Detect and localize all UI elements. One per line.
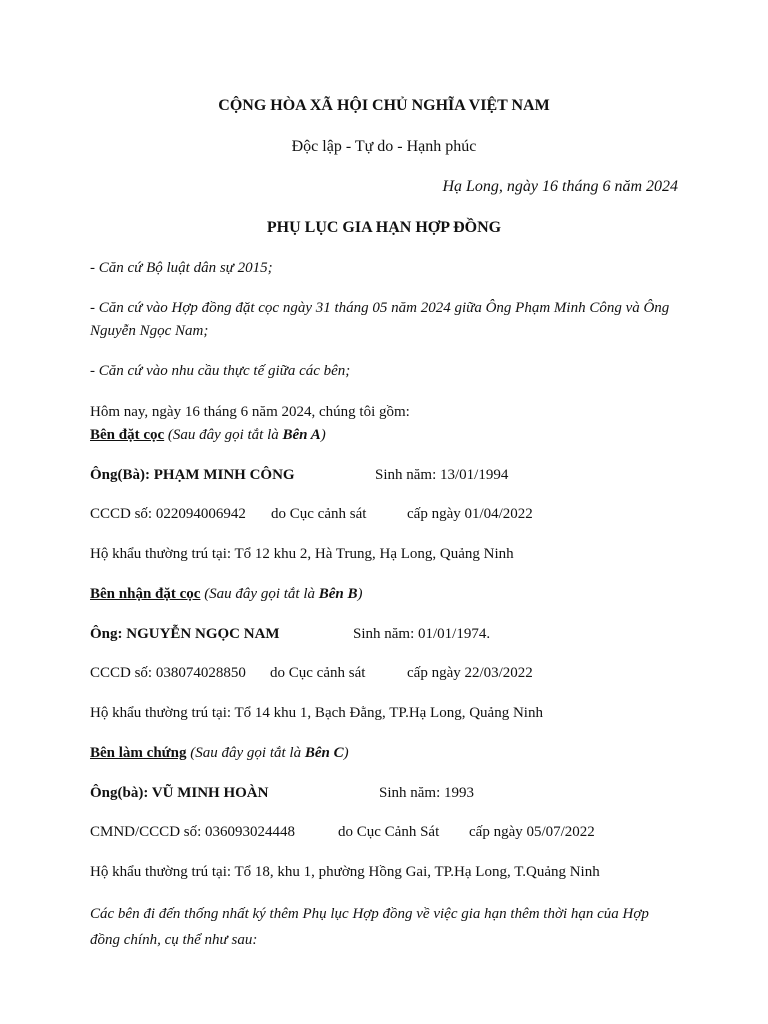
party-a-heading <box>90 424 326 446</box>
party-b-birth: Sinh năm: 01/01/1974. <box>353 626 491 642</box>
party-c-issuer: do Cục Cảnh Sát <box>338 824 440 840</box>
party-a-name: Ông(Bà): PHẠM MINH CÔNG <box>90 467 295 483</box>
intro-text: Hôm nay, ngày 16 tháng 6 năm 2024, chúng tôi gồm: <box>90 404 410 420</box>
party-a-issue-date: cấp ngày 01/04/2022 <box>407 506 533 522</box>
party-a-role: Bên đặt cọc <box>90 427 165 443</box>
party-c-role: Bên làm chứng <box>90 745 187 761</box>
basis-civil-code: - Căn cứ Bộ luật dân sự 2015; <box>90 260 273 276</box>
basis-needs: - Căn cứ vào nhu cầu thực tế giữa các bên; <box>90 363 351 379</box>
national-title: CỘNG HÒA XÃ HỘI CHỦ NGHĨA VIỆT NAM <box>218 97 550 114</box>
party-b-residence: Hộ khẩu thường trú tại: Tổ 14 khu 1, Bạch Đằng, TP.Hạ Long, Quảng Ninh <box>90 705 543 721</box>
party-a-birth: Sinh năm: 13/01/1994 <box>375 467 509 483</box>
document-title: PHỤ LỤC GIA HẠN HỢP ĐỒNG <box>266 219 502 236</box>
party-a-alias-prefix: (Sau đây gọi tắt là <box>167 427 283 443</box>
party-b-issue-date: cấp ngày 22/03/2022 <box>407 665 533 681</box>
party-b-alias-suffix: ) <box>357 586 363 602</box>
party-a-issuer: do Cục cảnh sát <box>271 506 367 522</box>
basis-deposit-contract: - Căn cứ vào Hợp đồng đặt cọc ngày 31 tháng 05 năm 2024 giữa Ông Phạm Minh Công và Ông Nguyễn Ngọc Nam; <box>90 300 670 339</box>
party-c-alias: Bên C <box>304 745 344 761</box>
party-a-alias-suffix: ) <box>320 427 326 443</box>
motto: Độc lập - Tự do - Hạnh phúc <box>291 138 477 155</box>
party-b-issuer: do Cục cảnh sát <box>270 665 366 681</box>
party-c-alias-suffix: ) <box>343 745 349 761</box>
party-b-alias: Bên B <box>318 586 358 602</box>
party-c-birth: Sinh năm: 1993 <box>379 785 475 801</box>
party-b-heading <box>90 583 363 605</box>
party-a-id-number: CCCD số: 022094006942 <box>90 506 246 522</box>
party-c-heading <box>90 742 349 764</box>
party-c-alias-prefix: (Sau đây gọi tắt là <box>190 745 305 761</box>
party-b-role: Bên nhận đặt cọc <box>90 586 201 602</box>
party-c-name: Ông(bà): VŨ MINH HOÀN <box>90 785 269 801</box>
party-c-id-number: CMND/CCCD số: 036093024448 <box>90 824 296 840</box>
party-a-residence: Hộ khẩu thường trú tại: Tổ 12 khu 2, Hà Trung, Hạ Long, Quảng Ninh <box>90 546 514 562</box>
agreement-text: Các bên đi đến thống nhất ký thêm Phụ lục Hợp đồng về việc gia hạn thêm thời hạn của Hợp đồng chính, cụ thể như sau: <box>90 906 649 948</box>
party-b-alias-prefix: (Sau đây gọi tắt là <box>204 586 319 602</box>
party-b-id-number: CCCD số: 038074028850 <box>90 665 246 681</box>
party-c-issue-date: cấp ngày 05/07/2022 <box>469 824 595 840</box>
party-c-residence: Hộ khẩu thường trú tại: Tổ 18, khu 1, phường Hồng Gai, TP.Hạ Long, T.Quảng Ninh <box>90 864 600 880</box>
place-date: Hạ Long, ngày 16 tháng 6 năm 2024 <box>442 178 678 195</box>
party-b-name: Ông: NGUYỄN NGỌC NAM <box>90 626 280 642</box>
party-a-alias: Bên A <box>282 427 321 443</box>
